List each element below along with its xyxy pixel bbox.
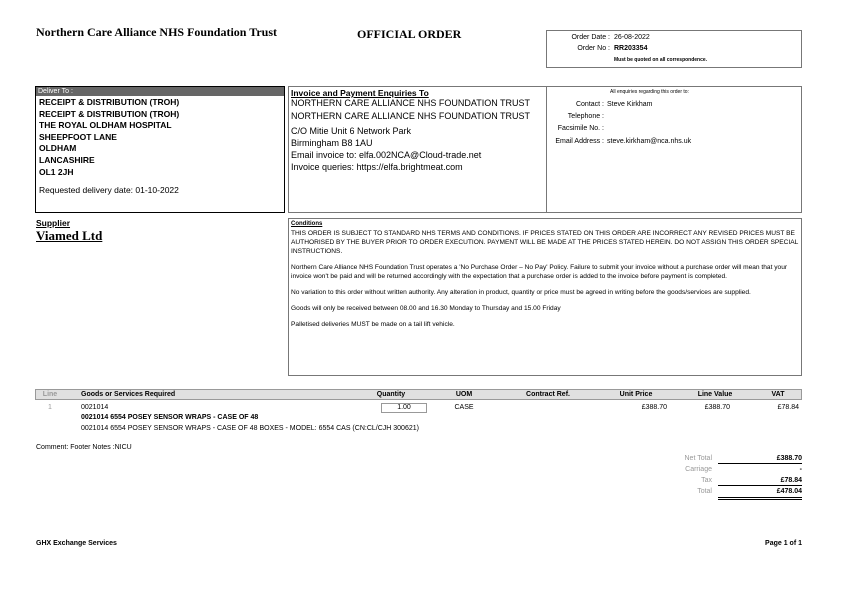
net-total-value: £388.70: [776, 455, 802, 462]
invoice-line: NORTHERN CARE ALLIANCE NHS FOUNDATION TRUST: [291, 110, 531, 121]
email-label: Email Address :: [555, 138, 604, 145]
requested-delivery-date: Requested delivery date: 01-10-2022: [39, 185, 179, 195]
order-number-label: Order No :: [577, 45, 610, 52]
condition-paragraph: Palletised deliveries MUST be made on a tail lift vehicle.: [291, 321, 455, 329]
deliver-line: RECEIPT & DISTRIBUTION (TROH): [39, 97, 180, 107]
row-vat: £78.84: [777, 404, 799, 411]
invoice-line: Email invoice to: elfa.002NCA@Cloud-trade.net: [291, 149, 482, 160]
supplier-name: Viamed Ltd: [36, 228, 103, 243]
deliver-line: LANCASHIRE: [39, 154, 95, 165]
col-goods-header: Goods or Services Required: [81, 391, 176, 398]
col-unit-price-header: Unit Price: [619, 391, 653, 398]
invoice-line: Birmingham B8 1AU: [291, 137, 373, 148]
deliver-line: OLDHAM: [39, 143, 77, 154]
tax-label: Tax: [701, 477, 712, 484]
total-value: £478.04: [776, 488, 802, 495]
condition-paragraph: THIS ORDER IS SUBJECT TO STANDARD NHS TERMS AND CONDITIONS. IF PRICES STATED ON THIS ORDER ARE INCORRECT ANY REVISED PRICES MUST BE AUTHORISED BY THE BUYER PRIOR TO ORDER EXECUTION. PAYMENT WILL BE MADE AT THE PRICES STATED HEREIN. DO NOT ASSIGN THIS ORDER SPECIAL INSTRUCTIONS.: [291, 230, 799, 256]
fax-label: Facsimile No. :: [557, 125, 604, 132]
order-number: RR203354: [614, 45, 648, 52]
invoice-heading: Invoice and Payment Enquiries To: [291, 88, 429, 98]
carriage-value: -: [799, 466, 802, 473]
comment: Comment: Footer Notes :NICU: [36, 444, 132, 451]
col-line-header: Line: [42, 391, 58, 398]
table-row: [35, 401, 802, 438]
col-contract-header: Contract Ref.: [526, 391, 570, 398]
enquiries-note: All enquiries regarding this order to:: [610, 89, 689, 95]
condition-paragraph: No variation to this order without written authority. Any alteration in product, quantity or price must be agreed in writing before the goods/services are supplied.: [291, 289, 751, 297]
deliver-to-heading: Deliver To :: [38, 88, 73, 95]
deliver-to-heading-bar: [36, 87, 284, 96]
footer-left: GHX Exchange Services: [36, 540, 117, 547]
carriage-label: Carriage: [685, 466, 712, 473]
deliver-line: SHEEPFOOT LANE: [39, 131, 117, 142]
row-item-code: 0021014: [81, 404, 109, 411]
deliver-line: RECEIPT & DISTRIBUTION (TROH): [39, 108, 180, 119]
deliver-line: THE ROYAL OLDHAM HOSPITAL: [39, 120, 172, 131]
row-description-full: 0021014 6554 POSEY SENSOR WRAPS - CASE OF 48 BOXES - MODEL: 6554 CAS (CN:CL/CJH 300621): [81, 425, 419, 432]
contact-label: Contact :: [575, 101, 604, 108]
order-date-label: Order Date :: [571, 34, 610, 41]
row-quantity: 1.00: [381, 403, 427, 413]
supplier-label: Supplier: [36, 218, 71, 228]
condition-paragraph: Goods will only be received between 08.00 and 16.30 Monday to Thursday and 15.00 Friday: [291, 305, 561, 313]
invoice-line: Invoice queries: https://elfa.brightmeat.com: [291, 161, 463, 172]
col-line-value-header: Line Value: [697, 391, 733, 398]
order-date: 26-08-2022: [614, 34, 650, 41]
col-uom-header: UOM: [455, 391, 473, 398]
conditions-heading: Conditions: [291, 221, 323, 227]
invoice-divider: [546, 86, 547, 213]
row-description: 0021014 6554 POSEY SENSOR WRAPS - CASE OF 48: [81, 414, 259, 421]
page-number: Page 1 of 1: [765, 540, 802, 547]
tax-value: £78.84: [780, 477, 802, 484]
col-vat-header: VAT: [771, 391, 785, 398]
telephone-label: Telephone :: [567, 113, 604, 120]
quote-note: Must be quoted on all correspondence.: [614, 57, 708, 63]
invoice-line: C/O Mitie Unit 6 Network Park: [291, 125, 412, 136]
row-line-number: 1: [48, 404, 52, 411]
condition-paragraph: Northern Care Alliance NHS Foundation Trust operates a 'No Purchase Order – No Pay' Policy. Failure to submit your invoice without a purchase order will mean that your invoice won't be paid and will be returned accordingly with the expectation that a purchase order is added to the invoice before payment is completed.: [291, 263, 788, 280]
row-unit-price: £388.70: [641, 404, 667, 411]
net-total-label: Net Total: [684, 455, 712, 462]
deliver-line: OL1 2JH: [39, 166, 74, 177]
row-line-value: £388.70: [704, 404, 730, 411]
row-uom: CASE: [454, 404, 474, 411]
col-quantity-header: Quantity: [376, 391, 406, 398]
email-address[interactable]: steve.kirkham@nca.nhs.uk: [607, 138, 692, 145]
invoice-line: NORTHERN CARE ALLIANCE NHS FOUNDATION TRUST: [291, 98, 531, 108]
organisation-name: Northern Care Alliance NHS Foundation Trust: [36, 25, 278, 39]
contact-name: Steve Kirkham: [607, 101, 653, 108]
total-label: Total: [697, 488, 712, 495]
document-title: OFFICIAL ORDER: [357, 27, 462, 41]
